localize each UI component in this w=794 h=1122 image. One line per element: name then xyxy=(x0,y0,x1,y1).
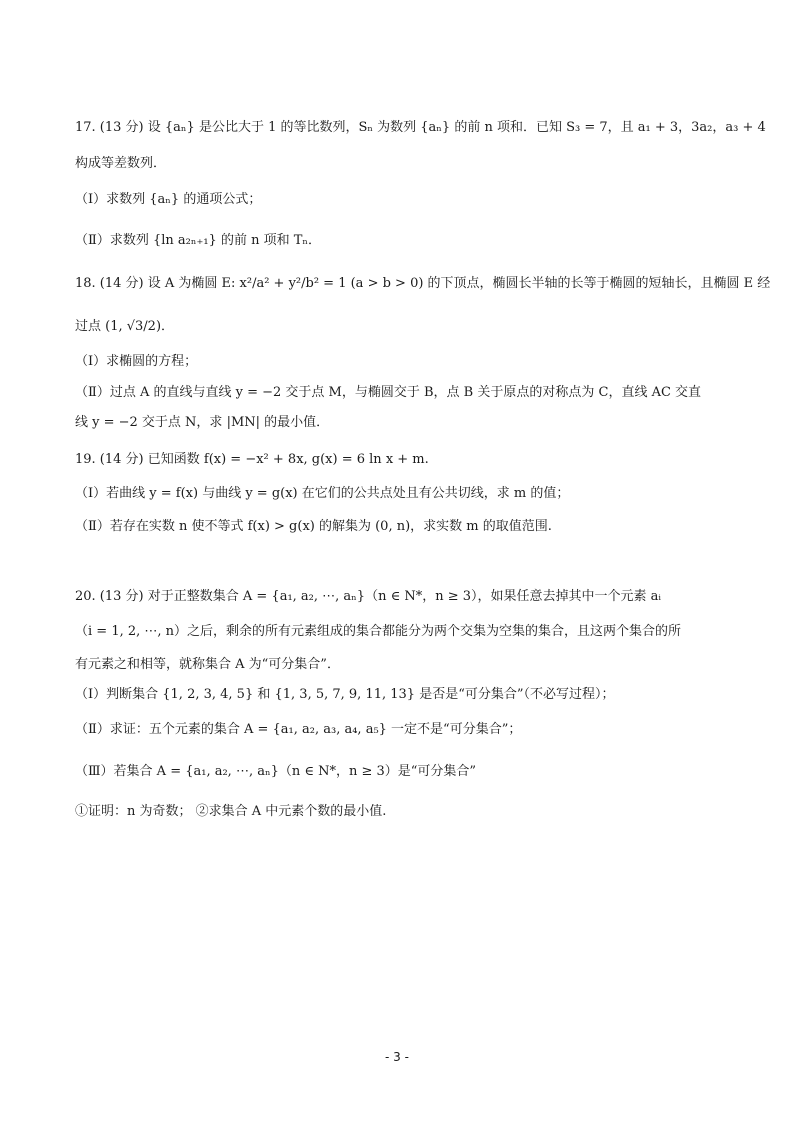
problem-19-line-1: 19. (14 分) 已知函数 f(x) = −x² + 8x, g(x) = 6 ln x + m. xyxy=(75,452,429,467)
problem-20-line-1: 20. (13 分) 对于正整数集合 A = {a₁, a₂, ⋯, aₙ}（n ∈ N*，n ≥ 3），如果任意去掉其中一个元素 aᵢ xyxy=(75,589,662,604)
problem-17-part-2: （Ⅱ）求数列 {ln a₂ₙ₊₁} 的前 n 项和 Tₙ． xyxy=(75,233,322,248)
problem-18-line-1: 18. (14 分) 设 A 为椭圆 E: x²/a² + y²/b² = 1 (a > b > 0) 的下顶点，椭圆长半轴的长等于椭圆的短轴长，且椭圆 E 经 xyxy=(75,276,771,291)
problem-20-line-2: （i = 1, 2, ⋯, n）之后，剩余的所有元素组成的集合都能分为两个交集为空集的集合，且这两个集合的所 xyxy=(75,624,682,639)
problem-17-line-2: 构成等差数列． xyxy=(75,156,167,171)
problem-18-line-2: 过点 (1, √3/2)． xyxy=(75,319,175,334)
problem-20-subparts: ①证明：n 为奇数； ②求集合 A 中元素个数的最小值. xyxy=(75,804,387,819)
problem-18-part-2-line-1: （Ⅱ）过点 A 的直线与直线 y = −2 交于点 M，与椭圆交于 B，点 B 关于原点的对称点为 C，直线 AC 交直 xyxy=(75,385,702,400)
problem-20-part-1: （Ⅰ）判断集合 {1, 2, 3, 4, 5} 和 {1, 3, 5, 7, 9, 11, 13} 是否是“可分集合”（不必写过程）； xyxy=(75,687,615,702)
problem-18-part-2-line-2: 线 y = −2 交于点 N，求 |MN| 的最小值． xyxy=(75,415,330,430)
page-number: - 3 - xyxy=(385,1050,409,1064)
problem-17-part-1: （Ⅰ）求数列 {aₙ} 的通项公式； xyxy=(75,192,262,207)
problem-19-part-2: （Ⅱ）若存在实数 n 使不等式 f(x) > g(x) 的解集为 (0, n)，求实数 m 的取值范围. xyxy=(75,519,552,534)
problem-20-line-3: 有元素之和相等，就称集合 A 为“可分集合”． xyxy=(75,657,340,672)
problem-18-part-1: （Ⅰ）求椭圆的方程； xyxy=(75,354,198,369)
problem-19-part-1: （Ⅰ）若曲线 y = f(x) 与曲线 y = g(x) 在它们的公共点处且有公共切线，求 m 的值； xyxy=(75,486,570,501)
problem-20-part-2: （Ⅱ）求证：五个元素的集合 A = {a₁, a₂, a₃, a₄, a₅} 一定不是“可分集合”； xyxy=(75,722,522,737)
problem-20-part-3: （Ⅲ）若集合 A = {a₁, a₂, ⋯, aₙ}（n ∈ N*，n ≥ 3）是“可分集合” xyxy=(75,764,477,779)
problem-17-line-1: 17. (13 分) 设 {aₙ} 是公比大于 1 的等比数列，Sₙ 为数列 {aₙ} 的前 n 项和．已知 S₃ = 7，且 a₁ + 3，3a₂，a₃ + 4 xyxy=(75,120,766,135)
